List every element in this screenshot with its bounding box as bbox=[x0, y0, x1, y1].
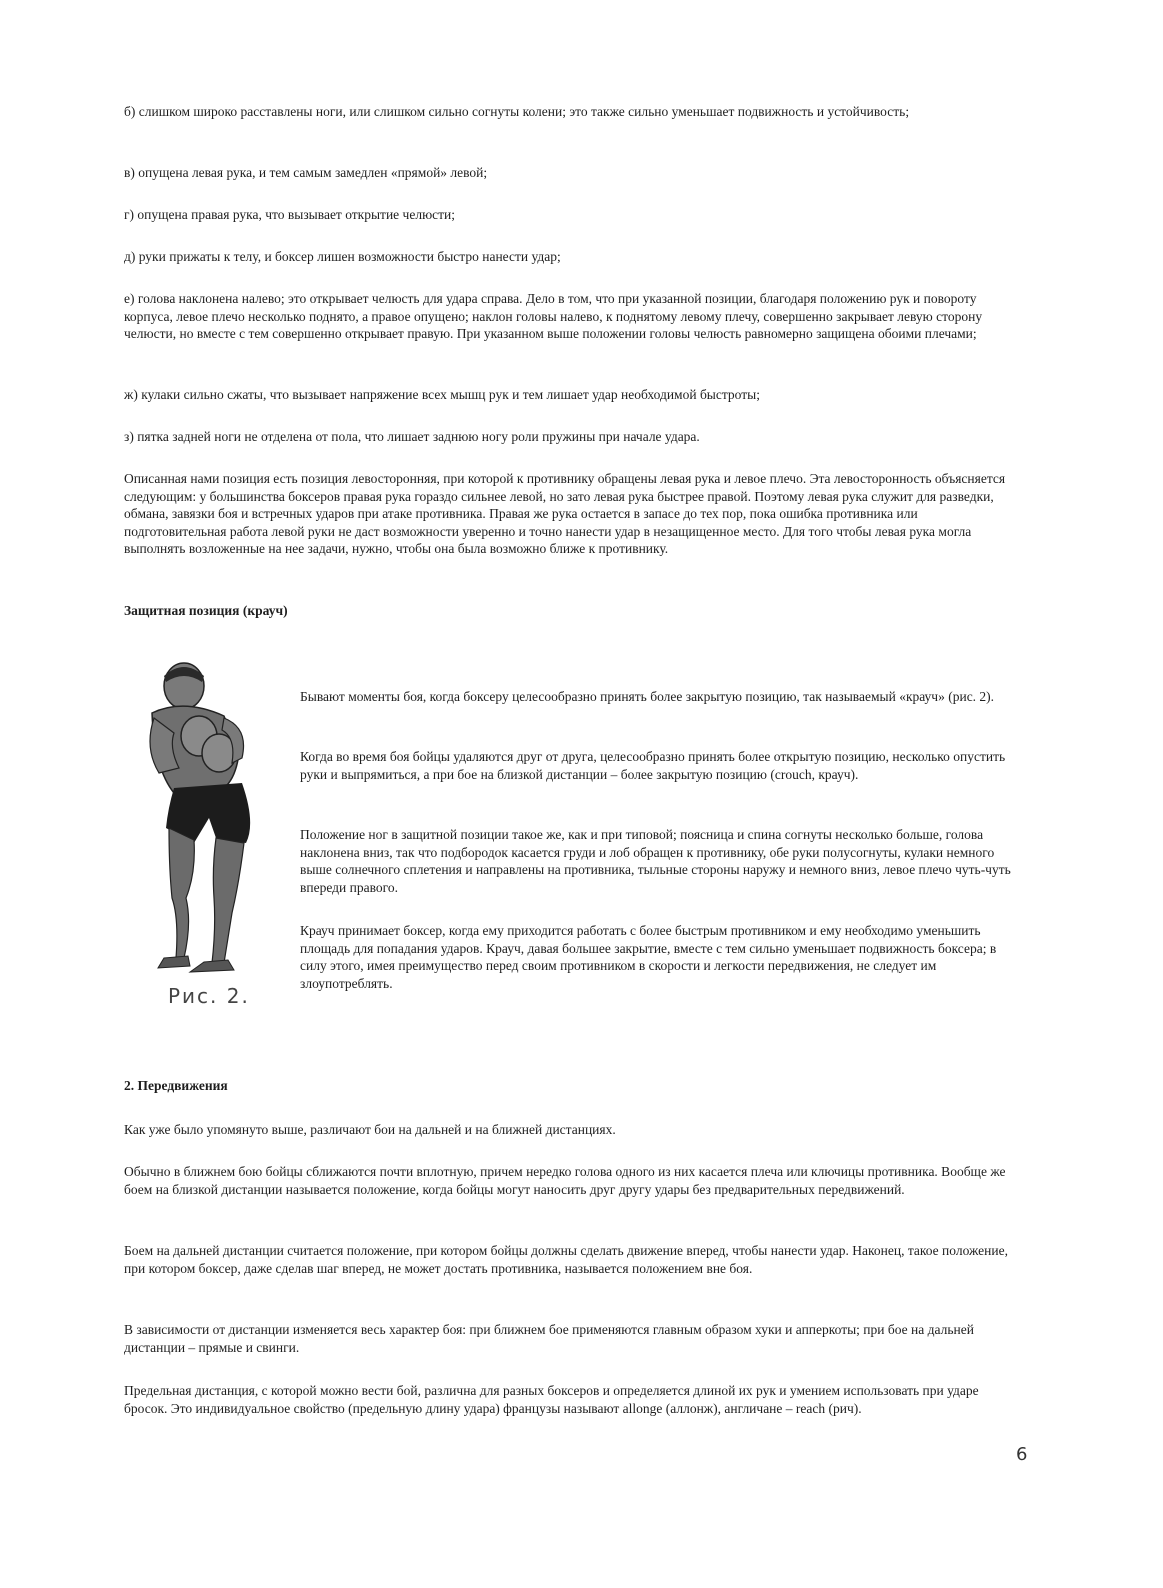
figure-text-4: Крауч принимает боксер, когда ему приходится работать с более быстрым противником и ему необходимо уменьшить площадь для попадания ударов. Крауч, давая большее закрытие, вместе с тем сильно уменьшает подвижность боксера; в силу этого, имея преимущество перед своим противником в скорости и легкости передвижения, не следует им злоупотреблять. bbox=[300, 923, 997, 991]
boxer-figure bbox=[124, 658, 284, 1018]
paragraph-v: в) опущена левая рука, и тем самым замедлен «прямой» левой; bbox=[124, 165, 488, 180]
movements-paragraph-4: В зависимости от дистанции изменяется весь характер боя: при ближнем бое применяются главным образом хуки и апперкоты; при бое на дальней дистанции – прямые и свинги. bbox=[124, 1322, 974, 1355]
figure-caption: Рис. 2. bbox=[168, 984, 250, 1008]
figure-text-2: Когда во время боя бойцы удаляются друг от друга, целесообразно принять более открытую позицию, несколько опустить руки и выпрямиться, а при бое на близкой дистанции – более закрытую позицию (crouch, крауч). bbox=[300, 749, 1006, 782]
movements-paragraph-5: Предельная дистанция, с которой можно вести бой, различна для разных боксеров и определяется длиной их рук и умением использовать при ударе бросок. Это индивидуальное свойство (предельную длину удара) французы называют allonge (аллонж), англичане – reach (рич). bbox=[124, 1383, 979, 1416]
figure-text-3: Положение ног в защитной позиции такое же, как и при типовой; поясница и спина согнуты несколько больше, голова наклонена вниз, так что подбородок касается груди и лоб обращен к противнику, обе руки полусогнуты, кулаки немного выше солнечного сплетения и направлены на противника, тыльные стороны наружу и немного вниз, левое плечо чуть-чуть впереди правого. bbox=[300, 827, 1011, 895]
page-number: 6 bbox=[1016, 1444, 1028, 1465]
movements-paragraph-3: Боем на дальней дистанции считается положение, при котором бойцы должны сделать движение вперед, чтобы нанести удар. Наконец, такое положение, при котором боксер, даже сделав шаг вперед, не может достать противника, называется положением вне боя. bbox=[124, 1243, 1008, 1276]
paragraph-b: б) слишком широко расставлены ноги, или слишком сильно согнуты колени; это также сильно уменьшает подвижность и устойчивость; bbox=[124, 104, 910, 119]
section-heading-crouch: Защитная позиция (крауч) bbox=[124, 603, 288, 618]
boxer-crouch-illustration bbox=[124, 658, 284, 978]
paragraph-e: е) голова наклонена налево; это открывает челюсть для удара справа. Дело в том, что при указанной позиции, благодаря положению рук и повороту корпуса, левое плечо несколько поднято, а правое опущено; наклон головы налево, к поднятому левому плечу, совершенно закрывает левую сторону челюсти, но вместе с тем совершенно открывает правую. При указанном выше положении головы челюсть равномерно защищена обоими плечами; bbox=[124, 291, 983, 341]
paragraph-zh: ж) кулаки сильно сжаты, что вызывает напряжение всех мышц рук и тем лишает удар необходимой быстроты; bbox=[124, 387, 760, 402]
paragraph-g: г) опущена правая рука, что вызывает открытие челюсти; bbox=[124, 207, 456, 222]
figure-text-1: Бывают моменты боя, когда боксеру целесообразно принять более закрытую позицию, так называемый «крауч» (рис. 2). bbox=[300, 689, 995, 704]
paragraph-left-stance: Описанная нами позиция есть позиция левосторонняя, при которой к противнику обращены левая рука и левое плечо. Эта левосторонность объясняется следующим: у большинства боксеров правая рука гораздо сильнее левой, но зато левая рука быстрее правой. Поэтому левая рука служит для разведки, обмана, завязки боя и встречных ударов при атаке противника. Правая же рука остается в запасе до тех пор, пока ошибка противника или подготовительная работа левой руки не даст возможности уверенно и точно нанести удар в незащищенное место. Для того чтобы левая рука могла выполнять возложенные на нее задачи, нужно, чтобы она была возможно ближе к противнику. bbox=[124, 471, 1006, 556]
movements-paragraph-2: Обычно в ближнем бою бойцы сближаются почти вплотную, причем нередко голова одного из них касается плеча или ключицы противника. Вообще же боем на близкой дистанции называется положение, когда бойцы могут наносить друг другу удары без предварительных передвижений. bbox=[124, 1164, 1006, 1197]
paragraph-d: д) руки прижаты к телу, и боксер лишен возможности быстро нанести удар; bbox=[124, 249, 561, 264]
movements-paragraph-1: Как уже было упомянуто выше, различают бои на дальней и на ближней дистанциях. bbox=[124, 1122, 616, 1137]
section-heading-movements: 2. Передвижения bbox=[124, 1078, 228, 1093]
paragraph-z: з) пятка задней ноги не отделена от пола, что лишает заднюю ногу роли пружины при начале удара. bbox=[124, 429, 700, 444]
